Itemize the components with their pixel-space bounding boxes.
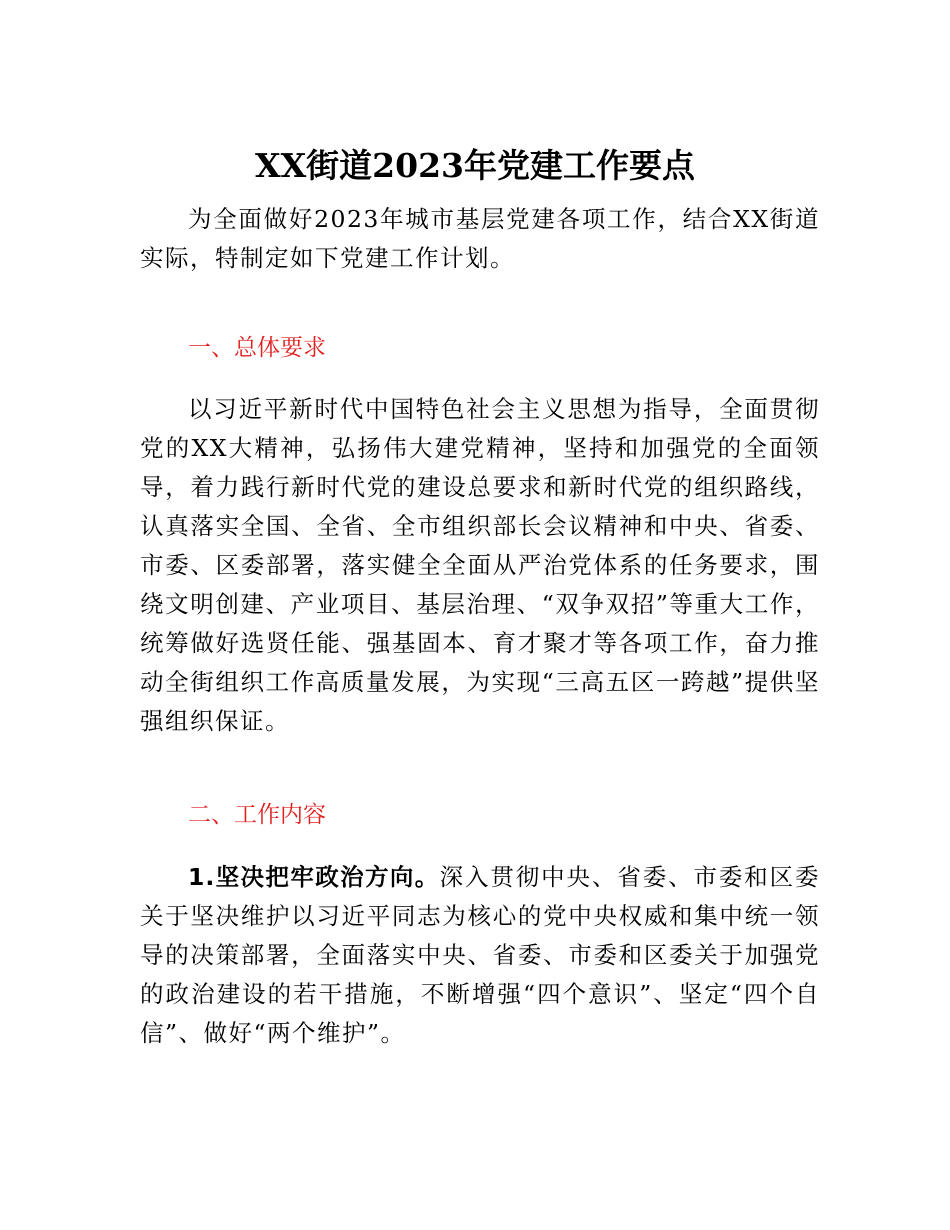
section-heading-work-content: 二、工作内容 bbox=[188, 802, 326, 828]
work-item-paragraph bbox=[140, 858, 820, 1053]
work-item-body: 深入贯彻中央、省委、市委和区委关于坚决维护以习近平同志为核心的党中央权威和集中统一领导的决策部署，全面落实中央、省委、市委和区委关于加强党的政治建设的若干措施，不断增强“四个意识”、坚定“四个自信”、做好“两个维护”。 bbox=[140, 863, 821, 1047]
work-item-lead: 1.坚决把牢政治方向。 bbox=[188, 863, 440, 891]
intro-paragraph: 为全面做好2023年城市基层党建各项工作，结合XX街道实际，特制定如下党建工作计划。 bbox=[140, 205, 820, 272]
general-requirements-paragraph: 以习近平新时代中国特色社会主义思想为指导，全面贯彻党的XX大精神，弘扬伟大建党精神，坚持和加强党的全面领导，着力践行新时代党的建设总要求和新时代党的组织路线，认真落实全国、全省、全市组织部长会议精神和中央、省委、市委、区委部署，落实健全全面从严治党体系的任务要求，围绕文明创建、产业项目、基层治理、“双争双招”等重大工作，统筹做好选贤任能、强基固本、育才聚才等各项工作，奋力推动全街组织工作高质量发展，为实现“三高五区一跨越”提供坚强组织保证。 bbox=[140, 395, 820, 735]
document-title: XX街道2023年党建工作要点 bbox=[254, 146, 696, 185]
section-heading-general-requirements: 一、总体要求 bbox=[188, 335, 326, 361]
